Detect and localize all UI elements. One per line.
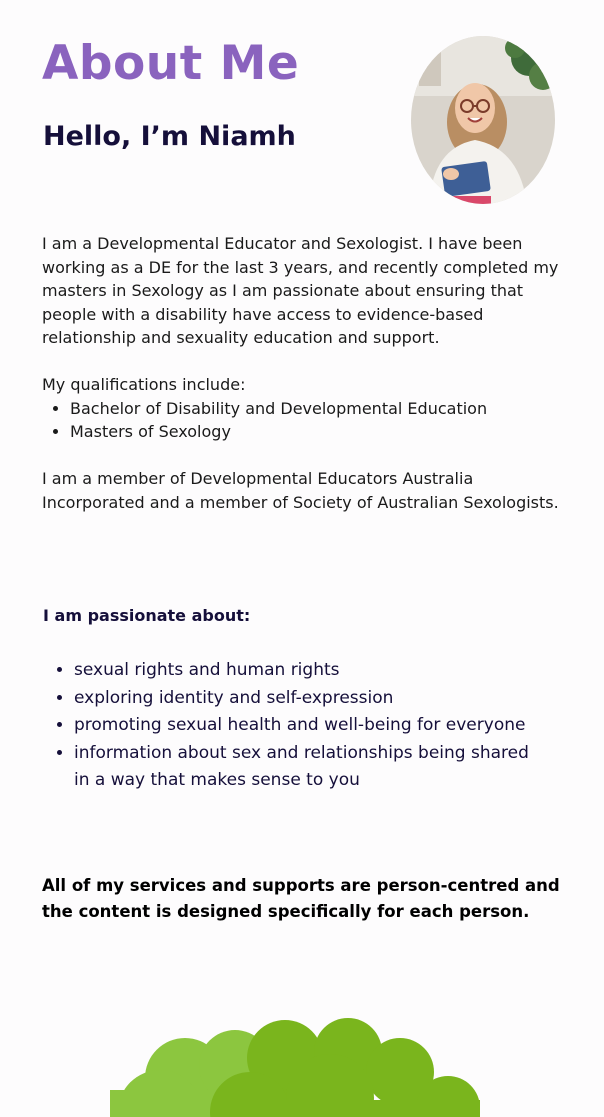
passion-item: • exploring identity and self-expression (74, 685, 544, 713)
qualification-item: • Bachelor of Disability and Developmental Education (70, 397, 562, 421)
passion-item: • information about sex and relationships being shared in a way that makes sense to you (74, 740, 544, 795)
qualifications-list (42, 397, 562, 444)
portrait-photo (411, 36, 555, 204)
passions-list (46, 657, 544, 795)
passion-item: • promoting sexual health and well-being for everyone (74, 712, 544, 740)
portrait-illustration (411, 36, 555, 204)
passions-heading: I am passionate about: (43, 606, 251, 625)
spacer (42, 350, 562, 374)
page-title: About Me (42, 36, 300, 91)
greeting-heading: Hello, I’m Niamh (43, 121, 296, 152)
memberships-text: I am a member of Developmental Educators Australia Incorporated and a member of Society of Australian Sexologists. (42, 469, 559, 512)
bio-intro: I am a Developmental Educator and Sexologist. I have been working as a DE for the last 3 years, and recently completed my masters in Sexology as I am passionate about ensuring that people with a disability have access to evidence-based relationship and sexuality education and support. (42, 234, 559, 347)
bush-decoration-icon (0, 1000, 604, 1117)
qualifications-intro: My qualifications include: (42, 375, 246, 394)
passion-item: • sexual rights and human rights (74, 657, 544, 685)
bio-section (42, 232, 562, 514)
qualification-item: • Masters of Sexology (70, 420, 562, 444)
spacer (42, 444, 562, 468)
closing-statement: All of my services and supports are person-centred and the content is designed specifically for each person. (42, 876, 560, 921)
bush-dark-shape (210, 1018, 480, 1117)
